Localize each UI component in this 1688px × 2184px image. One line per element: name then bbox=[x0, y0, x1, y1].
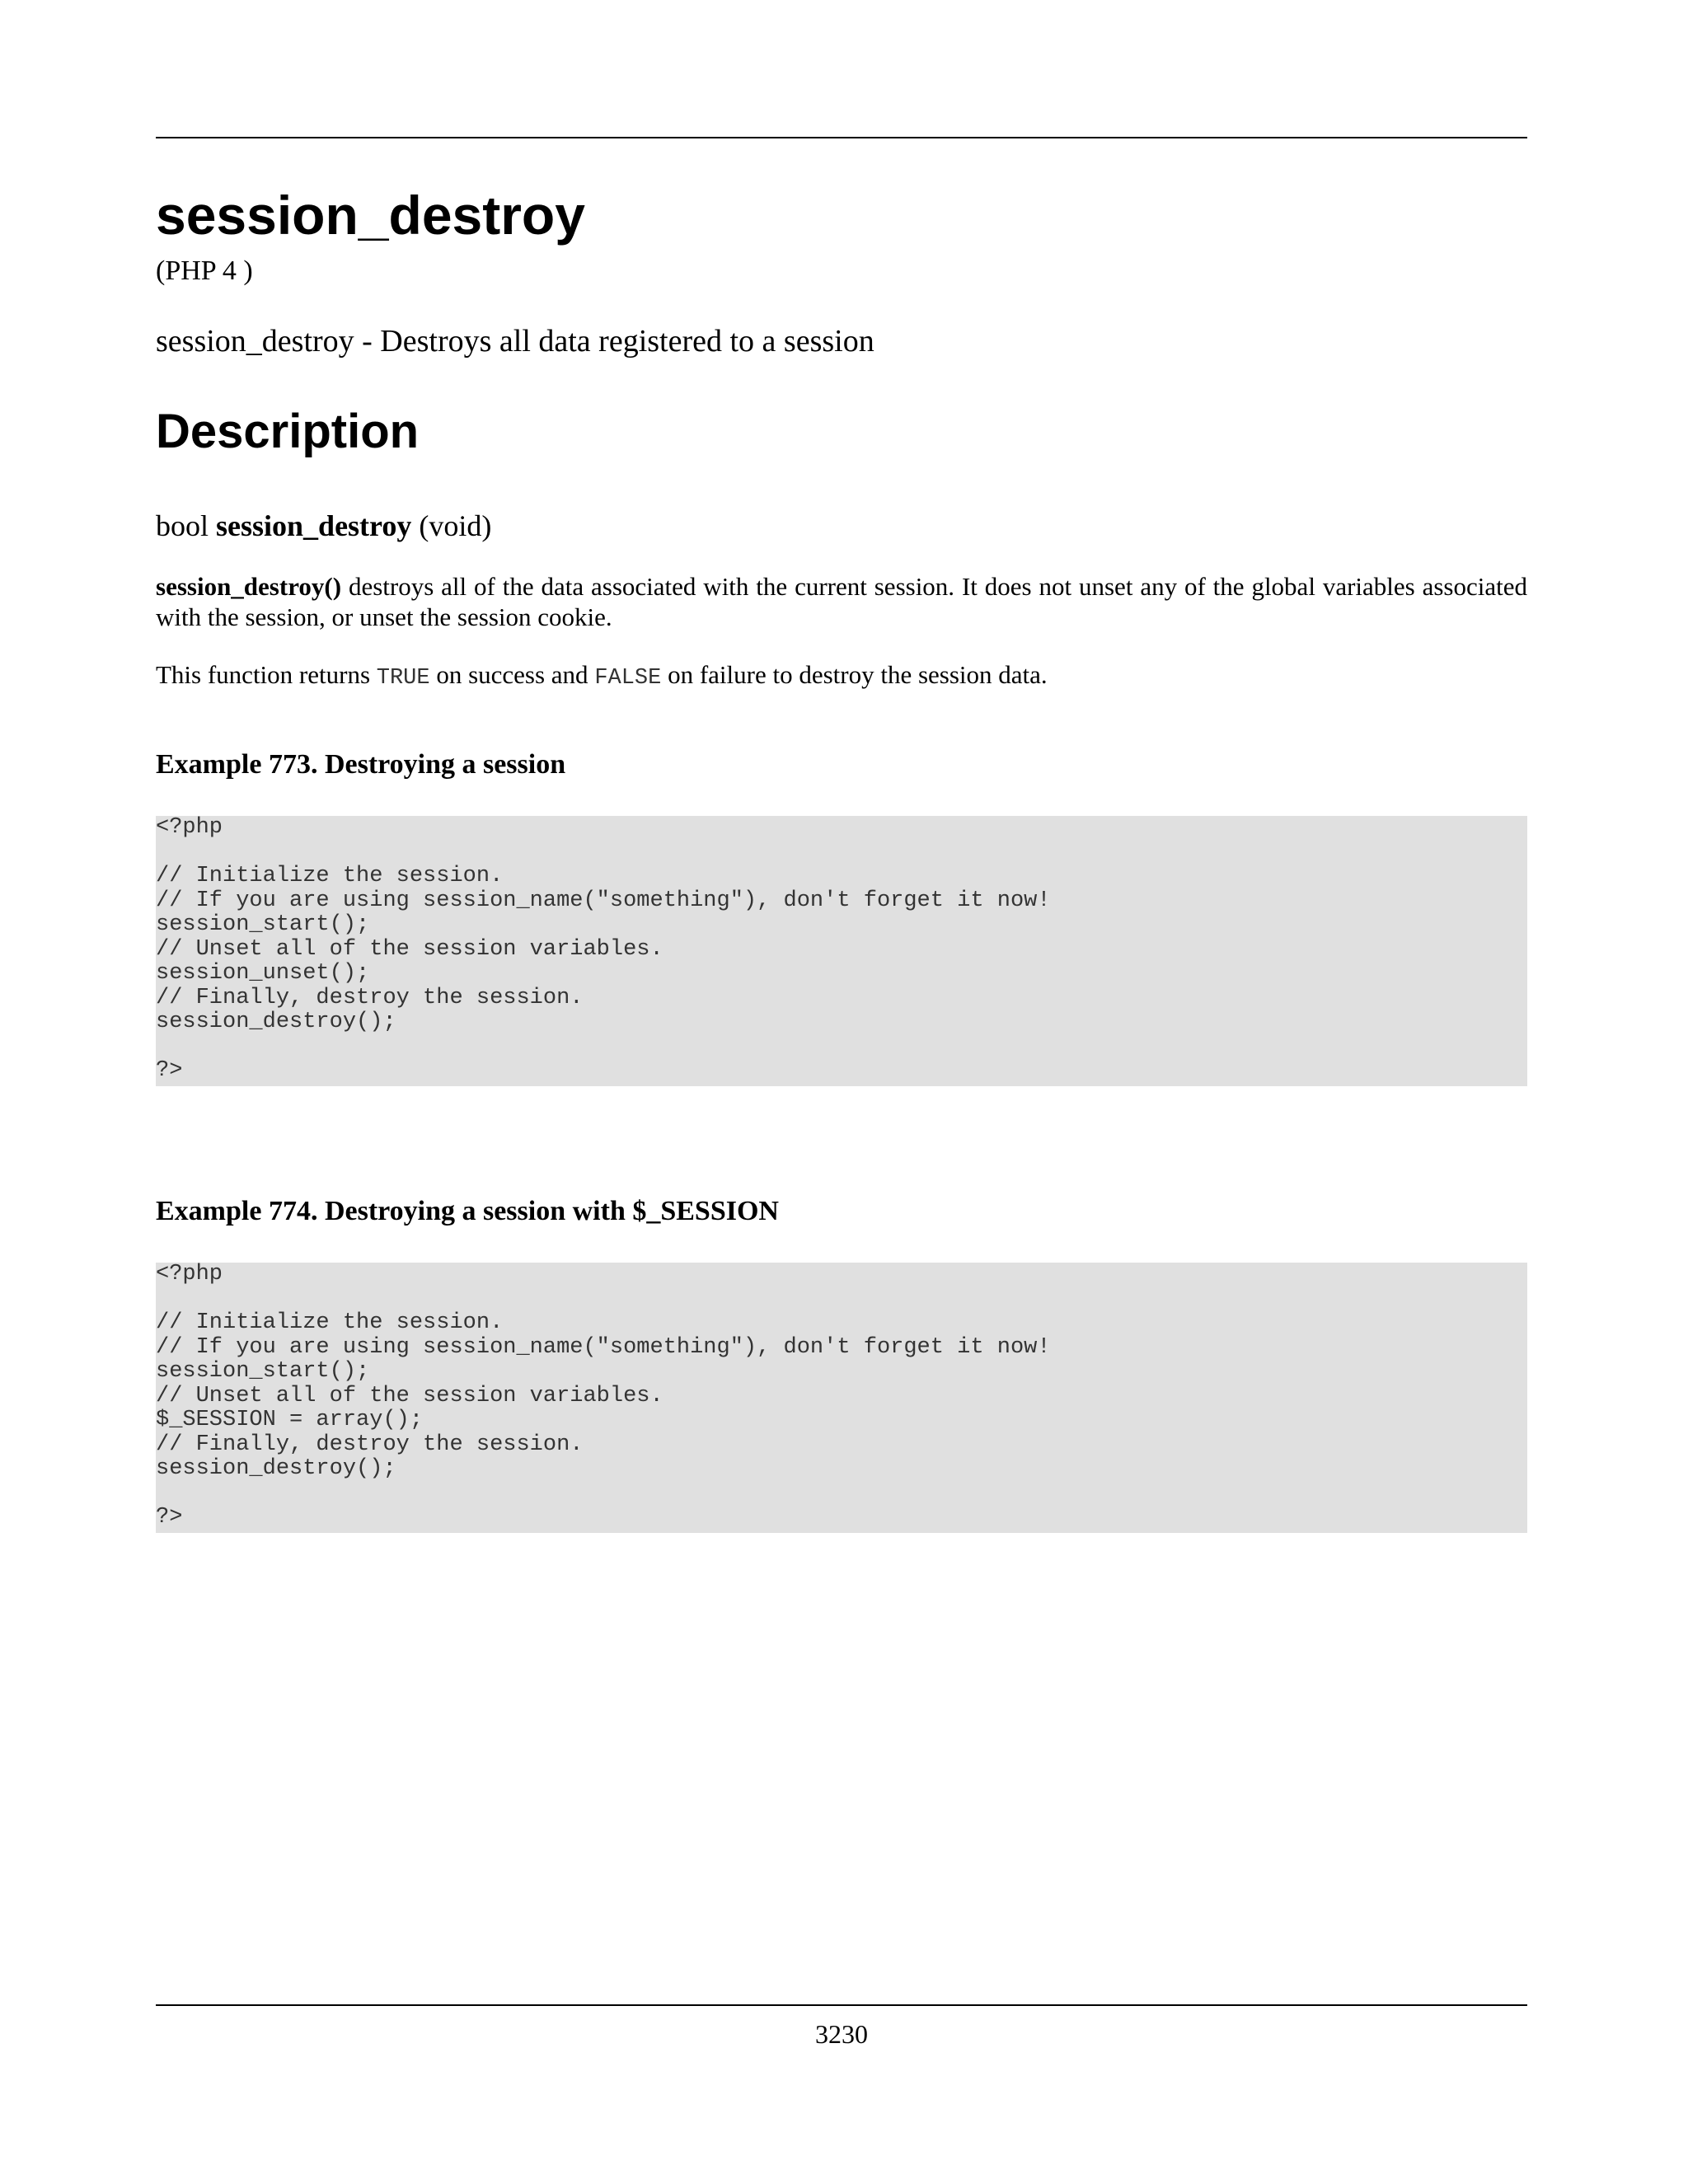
function-reference: session_destroy() bbox=[156, 572, 342, 601]
code-line: // Finally, destroy the session. bbox=[156, 1432, 584, 1457]
page-number: 3230 bbox=[815, 2019, 868, 2049]
code-line: // Initialize the session. bbox=[156, 1310, 504, 1335]
code-line: session_destroy(); bbox=[156, 1010, 396, 1034]
code-line: $_SESSION = array(); bbox=[156, 1408, 424, 1432]
example-773-title: Example 773. Destroying a session bbox=[156, 749, 566, 780]
description-heading: Description bbox=[156, 405, 420, 458]
example-774-title: Example 774. Destroying a session with $_SESSION bbox=[156, 1196, 779, 1226]
example-774-code bbox=[156, 1263, 1527, 1533]
code-line: session_start(); bbox=[156, 912, 370, 937]
code-line: // Finally, destroy the session. bbox=[156, 985, 584, 1010]
return-text-after: on failure to destroy the session data. bbox=[661, 660, 1048, 689]
true-literal: TRUE bbox=[376, 666, 430, 691]
example-773-code bbox=[156, 816, 1527, 1086]
return-text-before: This function returns bbox=[156, 660, 377, 689]
code-line: <?php bbox=[156, 815, 223, 840]
header-rule bbox=[156, 137, 1527, 138]
php-version: (PHP 4 ) bbox=[156, 255, 253, 286]
code-line: session_start(); bbox=[156, 1359, 370, 1384]
code-line: <?php bbox=[156, 1262, 223, 1286]
return-value-paragraph bbox=[156, 659, 1527, 694]
function-purpose: session_destroy - Destroys all data registered to a session bbox=[156, 324, 874, 359]
code-line bbox=[156, 1035, 1527, 1060]
code-line: ?> bbox=[156, 1058, 183, 1083]
code-line bbox=[156, 1287, 1527, 1312]
return-type: bool bbox=[156, 509, 209, 542]
function-synopsis bbox=[156, 511, 491, 541]
document-page bbox=[156, 0, 1527, 2184]
code-line: // Initialize the session. bbox=[156, 864, 504, 888]
description-text: destroys all of the data associated with the current session. It does not unset any of the global variables associated with the session, or unset the session cookie. bbox=[156, 572, 1527, 631]
code-line: // Unset all of the session variables. bbox=[156, 1383, 663, 1408]
synopsis-params: (void) bbox=[419, 509, 492, 542]
description-paragraph bbox=[156, 571, 1527, 632]
return-text-middle: on success and bbox=[429, 660, 595, 689]
code-line: // Unset all of the session variables. bbox=[156, 936, 663, 962]
code-line: session_unset(); bbox=[156, 961, 370, 986]
false-literal: FALSE bbox=[594, 666, 662, 691]
code-line: // If you are using session_name("something"), don't forget it now! bbox=[156, 888, 1051, 913]
code-line: // If you are using session_name("something"), don't forget it now! bbox=[156, 1334, 1051, 1360]
code-line: session_destroy(); bbox=[156, 1456, 396, 1481]
synopsis-function-name: session_destroy bbox=[216, 509, 412, 542]
code-line bbox=[156, 841, 1527, 865]
code-line bbox=[156, 1482, 1527, 1507]
function-title: session_destroy bbox=[156, 185, 585, 246]
code-line: ?> bbox=[156, 1505, 183, 1530]
